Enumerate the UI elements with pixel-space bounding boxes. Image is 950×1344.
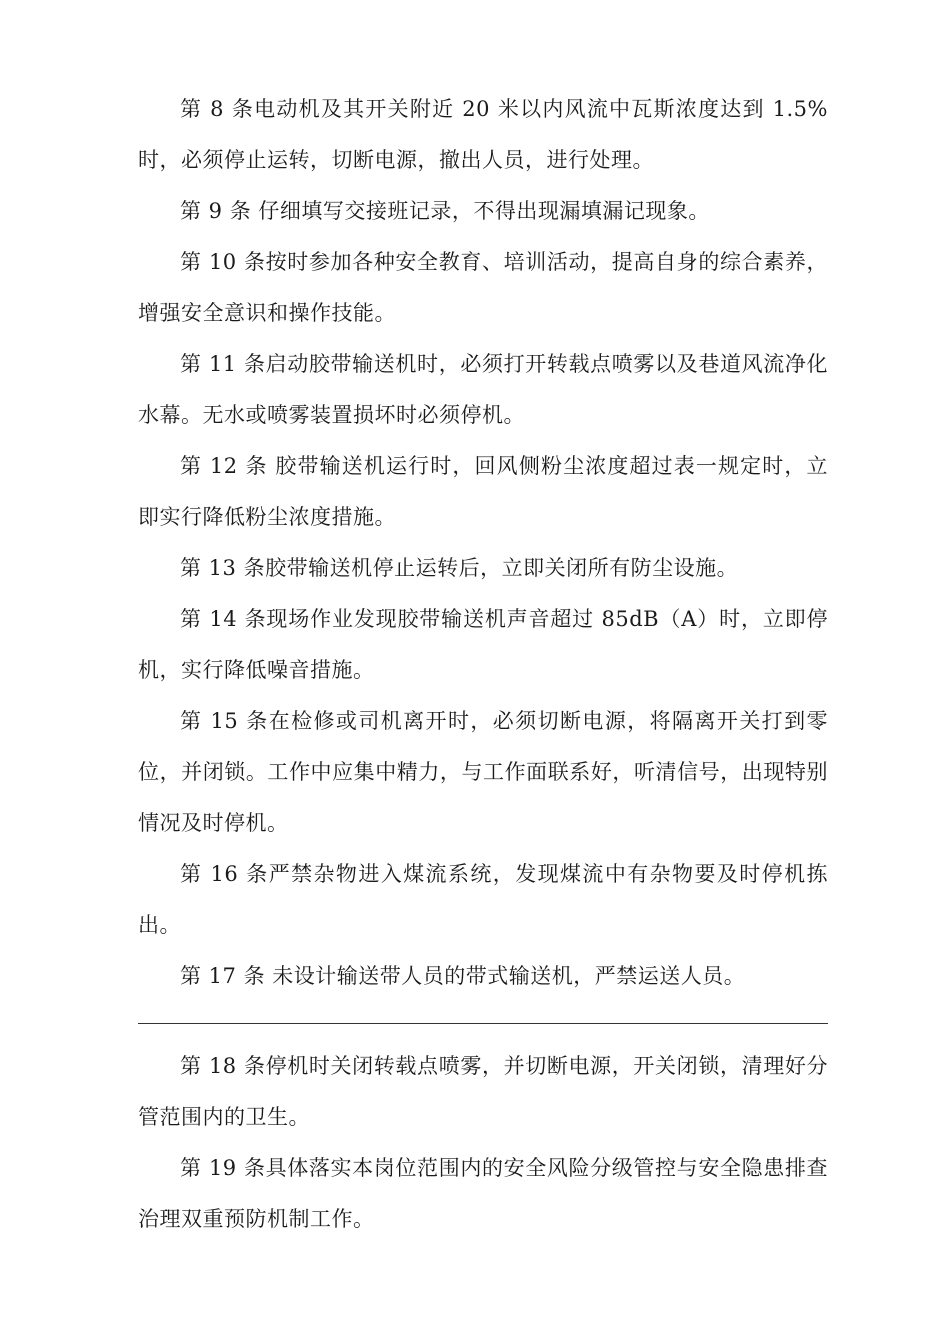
horizontal-divider: [138, 1023, 828, 1024]
article-14: 第 14 条现场作业发现胶带输送机声音超过 85dB（A）时，立即停机，实行降低噪音措施。: [138, 607, 828, 682]
article-12: 第 12 条 胶带输送机运行时，回风侧粉尘浓度超过表一规定时，立即实行降低粉尘浓度措施。: [138, 454, 828, 529]
article-9: 第 9 条 仔细填写交接班记录，不得出现漏填漏记现象。: [180, 199, 710, 223]
article-11: 第 11 条启动胶带输送机时，必须打开转载点喷雾以及巷道风流净化水幕。无水或喷雾装置损坏时必须停机。: [138, 352, 828, 427]
article-8: 第 8 条电动机及其开关附近 20 米以内风流中瓦斯浓度达到 1.5%时，必须停止运转，切断电源，撤出人员，进行处理。: [138, 97, 828, 172]
article-17: 第 17 条 未设计输送带人员的带式输送机，严禁运送人员。: [180, 964, 746, 988]
document-body: [138, 84, 828, 1245]
article-16: 第 16 条严禁杂物进入煤流系统，发现煤流中有杂物要及时停机拣出。: [138, 862, 828, 937]
article-19: 第 19 条具体落实本岗位范围内的安全风险分级管控与安全隐患排查治理双重预防机制工作。: [138, 1156, 828, 1231]
article-15: 第 15 条在检修或司机离开时，必须切断电源，将隔离开关打到零位，并闭锁。工作中应集中精力，与工作面联系好，听清信号，出现特别情况及时停机。: [138, 709, 828, 835]
article-10: 第 10 条按时参加各种安全教育、培训活动，提高自身的综合素养，增强安全意识和操作技能。: [138, 250, 828, 325]
article-13: 第 13 条胶带输送机停止运转后，立即关闭所有防尘设施。: [180, 556, 739, 580]
article-18: 第 18 条停机时关闭转载点喷雾，并切断电源，开关闭锁，清理好分管范围内的卫生。: [138, 1054, 828, 1129]
